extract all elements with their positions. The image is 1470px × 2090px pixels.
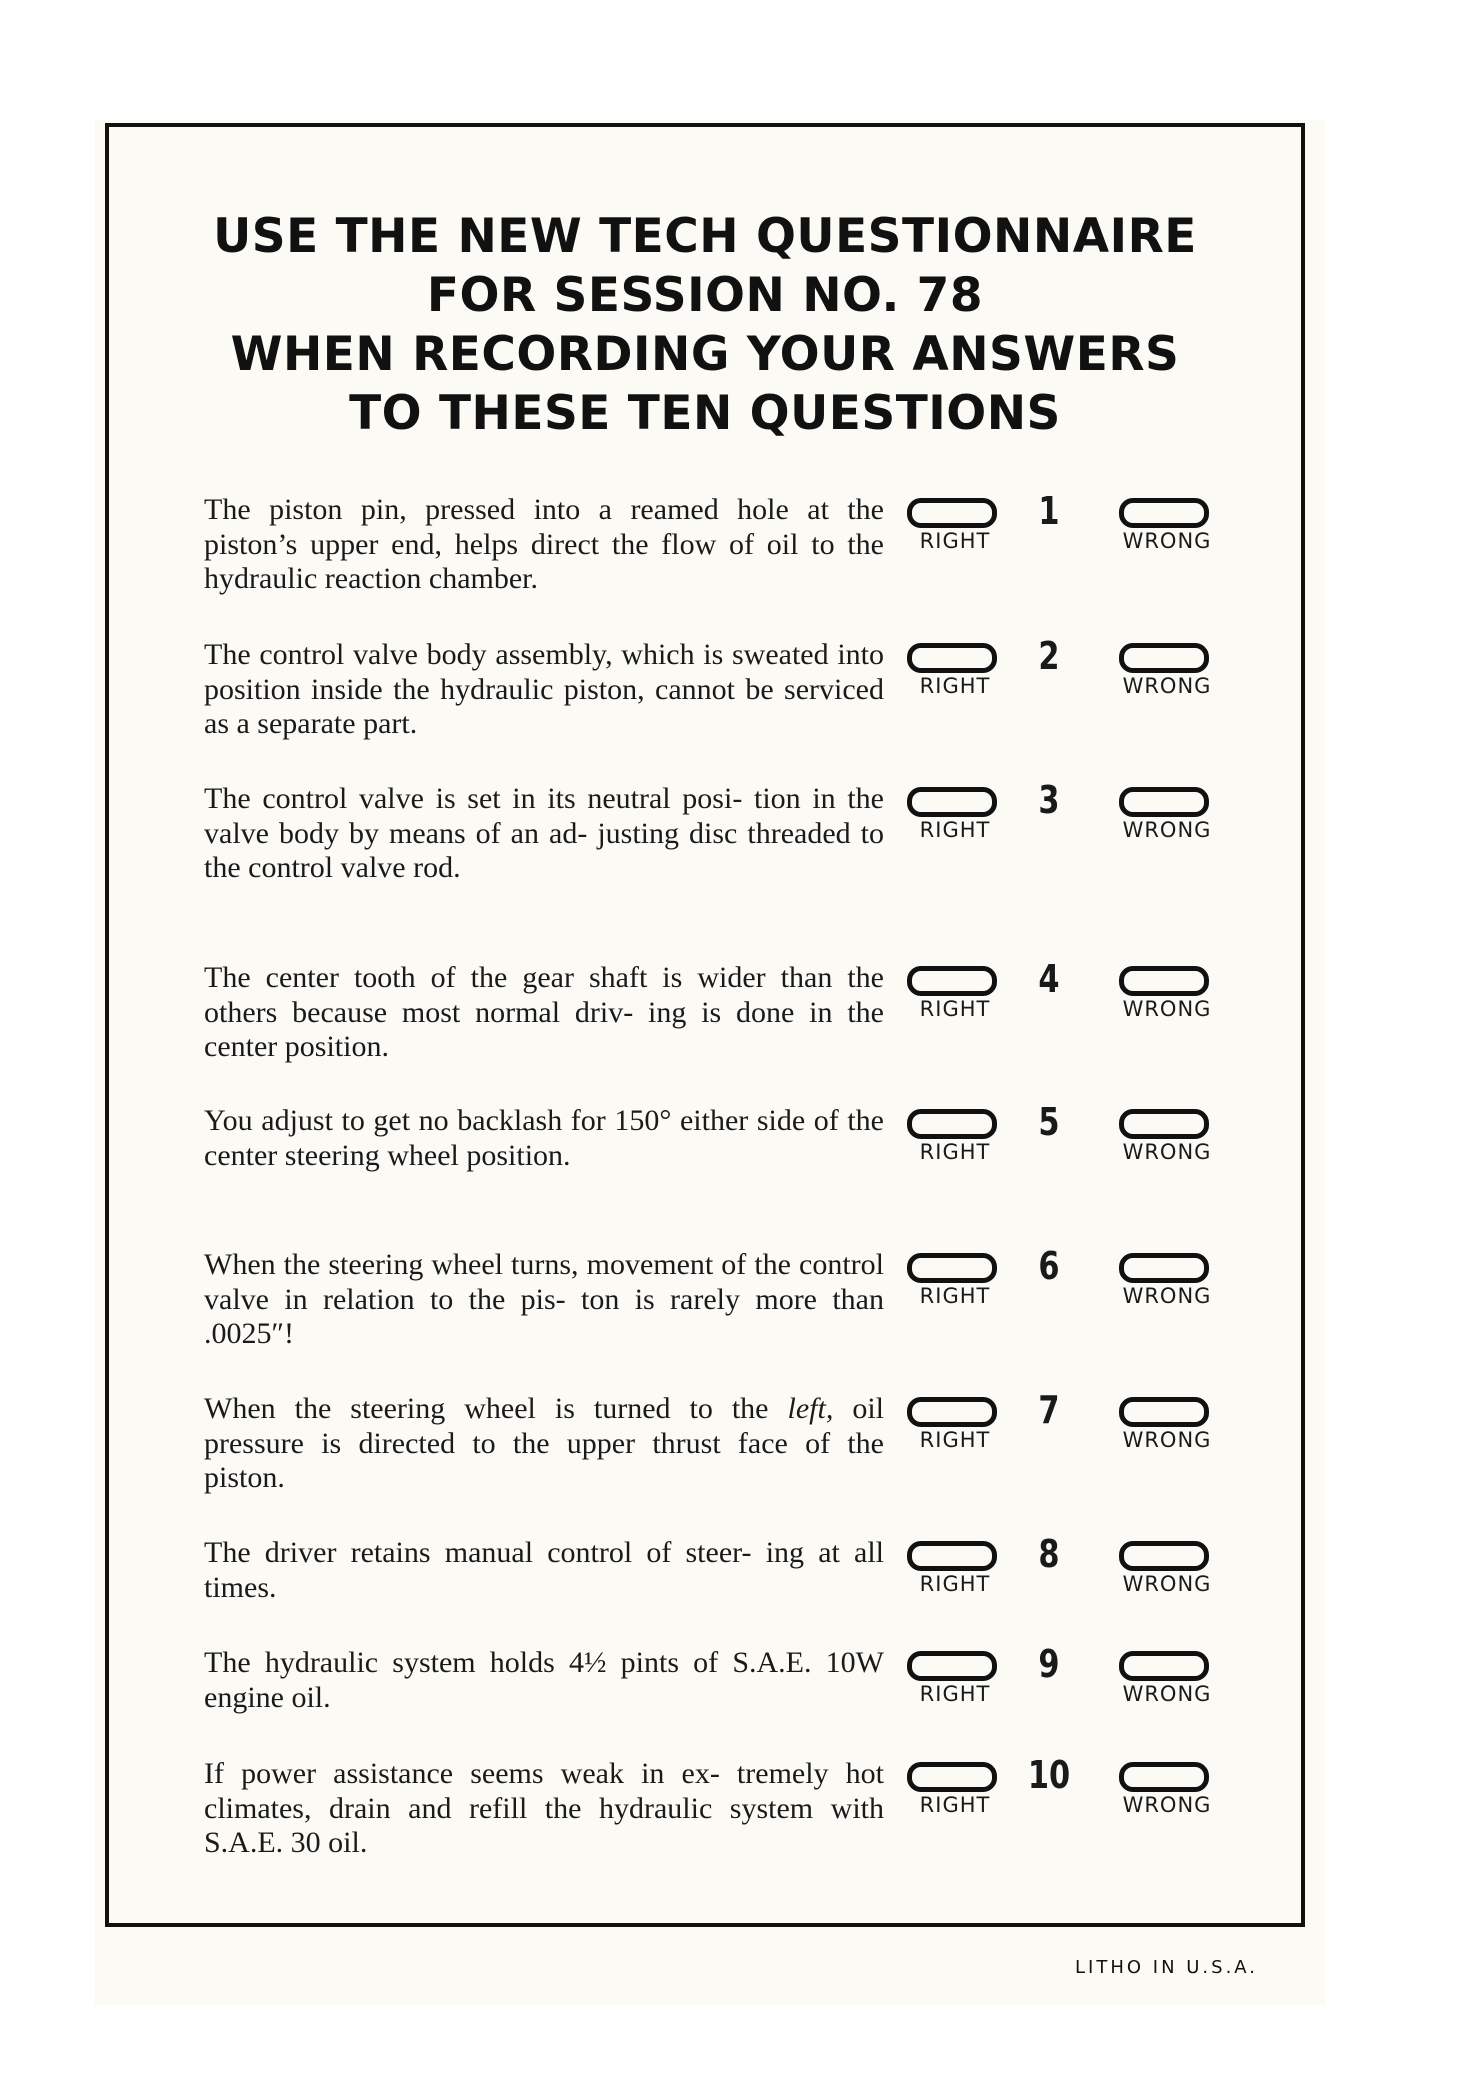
answer-right-bubble[interactable] (907, 1541, 997, 1571)
question-6 (204, 1244, 1214, 1368)
question-number: 9 (1038, 1642, 1060, 1686)
answer-right-bubble[interactable] (907, 787, 997, 817)
answer-wrong-bubble[interactable] (1119, 1651, 1209, 1681)
wrong-label: WRONG (1122, 818, 1212, 842)
wrong-label: WRONG (1122, 1793, 1212, 1817)
question-text: The piston pin, pressed into a reamed hole at the piston’s upper end, helps direct the flow of oil to the hydraulic reaction chamber. (204, 493, 884, 595)
title-line-2: FOR SESSION NO. 78 (426, 268, 984, 323)
question-text-start: When the steering wheel is turned to the (204, 1392, 788, 1425)
answer-wrong-bubble[interactable] (1119, 498, 1209, 528)
question-text: The control valve body assembly, which is sweated into position inside the hydraulic piston, cannot be serviced as a separate part. (204, 638, 884, 740)
question-text: The center tooth of the gear shaft is wider than the others because most normal driv- ing is done in the center position. (204, 961, 884, 1063)
answer-wrong-bubble[interactable] (1119, 966, 1209, 996)
answer-wrong-bubble[interactable] (1119, 1397, 1209, 1427)
question-5 (204, 1100, 1214, 1224)
answer-wrong-bubble[interactable] (1119, 1109, 1209, 1139)
title-line-4: TO THESE TEN QUESTIONS (349, 386, 1061, 441)
question-9 (204, 1642, 1214, 1766)
answer-wrong-bubble[interactable] (1119, 1253, 1209, 1283)
question-number: 7 (1038, 1388, 1060, 1432)
answer-wrong-bubble[interactable] (1119, 643, 1209, 673)
question-number: 1 (1038, 489, 1060, 533)
question-text: The driver retains manual control of steer- ing at all times. (204, 1536, 884, 1604)
wrong-label: WRONG (1122, 1284, 1212, 1308)
question-7 (204, 1388, 1214, 1512)
question-number: 5 (1038, 1100, 1060, 1144)
question-text: You adjust to get no backlash for 150° either side of the center steering wheel position. (204, 1104, 884, 1172)
question-number: 8 (1038, 1532, 1060, 1576)
question-8 (204, 1532, 1214, 1656)
answer-right-bubble[interactable] (907, 1651, 997, 1681)
question-3 (204, 778, 1214, 902)
question-text: The hydraulic system holds 4½ pints of S.A.E. 10W engine oil. (204, 1646, 884, 1714)
right-label: RIGHT (919, 674, 991, 698)
right-label: RIGHT (919, 997, 991, 1021)
answer-right-bubble[interactable] (907, 966, 997, 996)
wrong-label: WRONG (1122, 1428, 1212, 1452)
question-4 (204, 957, 1214, 1081)
wrong-label: WRONG (1122, 997, 1212, 1021)
question-text-end: oil pressure is directed to the upper thrust face of the piston. (204, 1392, 884, 1494)
question-10 (204, 1753, 1214, 1877)
wrong-label: WRONG (1122, 1140, 1212, 1164)
right-label: RIGHT (919, 529, 991, 553)
right-label: RIGHT (919, 1793, 991, 1817)
right-label: RIGHT (919, 1428, 991, 1452)
answer-wrong-bubble[interactable] (1119, 787, 1209, 817)
right-label: RIGHT (919, 818, 991, 842)
wrong-label: WRONG (1122, 1572, 1212, 1596)
answer-right-bubble[interactable] (907, 1253, 997, 1283)
answer-wrong-bubble[interactable] (1119, 1762, 1209, 1792)
answer-right-bubble[interactable] (907, 498, 997, 528)
question-number: 10 (1027, 1753, 1071, 1797)
answer-right-bubble[interactable] (907, 1762, 997, 1792)
right-label: RIGHT (919, 1572, 991, 1596)
wrong-label: WRONG (1122, 1682, 1212, 1706)
answer-right-bubble[interactable] (907, 1397, 997, 1427)
wrong-label: WRONG (1122, 529, 1212, 553)
question-text: If power assistance seems weak in ex- tremely hot climates, drain and refill the hydraulic system with S.A.E. 30 oil. (204, 1757, 884, 1859)
right-label: RIGHT (919, 1682, 991, 1706)
question-number: 4 (1038, 957, 1060, 1001)
right-label: RIGHT (919, 1140, 991, 1164)
question-number: 6 (1038, 1244, 1060, 1288)
question-1 (204, 489, 1214, 613)
question-number: 2 (1038, 634, 1060, 678)
questionnaire-frame (105, 123, 1305, 1927)
right-label: RIGHT (919, 1284, 991, 1308)
question-text (204, 1392, 884, 1496)
question-2 (204, 634, 1214, 758)
title-line-1: USE THE NEW TECH QUESTIONNAIRE (213, 209, 1197, 264)
answer-right-bubble[interactable] (907, 1109, 997, 1139)
page-title (109, 207, 1301, 443)
answer-wrong-bubble[interactable] (1119, 1541, 1209, 1571)
emphasis-left: left, (787, 1392, 834, 1425)
footer-litho: LITHO IN U.S.A. (1075, 1957, 1259, 1978)
question-text: The control valve is set in its neutral posi- tion in the valve body by means of an ad- justing disc threaded to the control valve rod. (204, 782, 884, 884)
title-line-3: WHEN RECORDING YOUR ANSWERS (230, 327, 1180, 382)
question-number: 3 (1038, 778, 1060, 822)
question-text: When the steering wheel turns, movement of the control valve in relation to the pis- ton is rarely more than .0025″! (204, 1248, 884, 1350)
answer-right-bubble[interactable] (907, 643, 997, 673)
wrong-label: WRONG (1122, 674, 1212, 698)
